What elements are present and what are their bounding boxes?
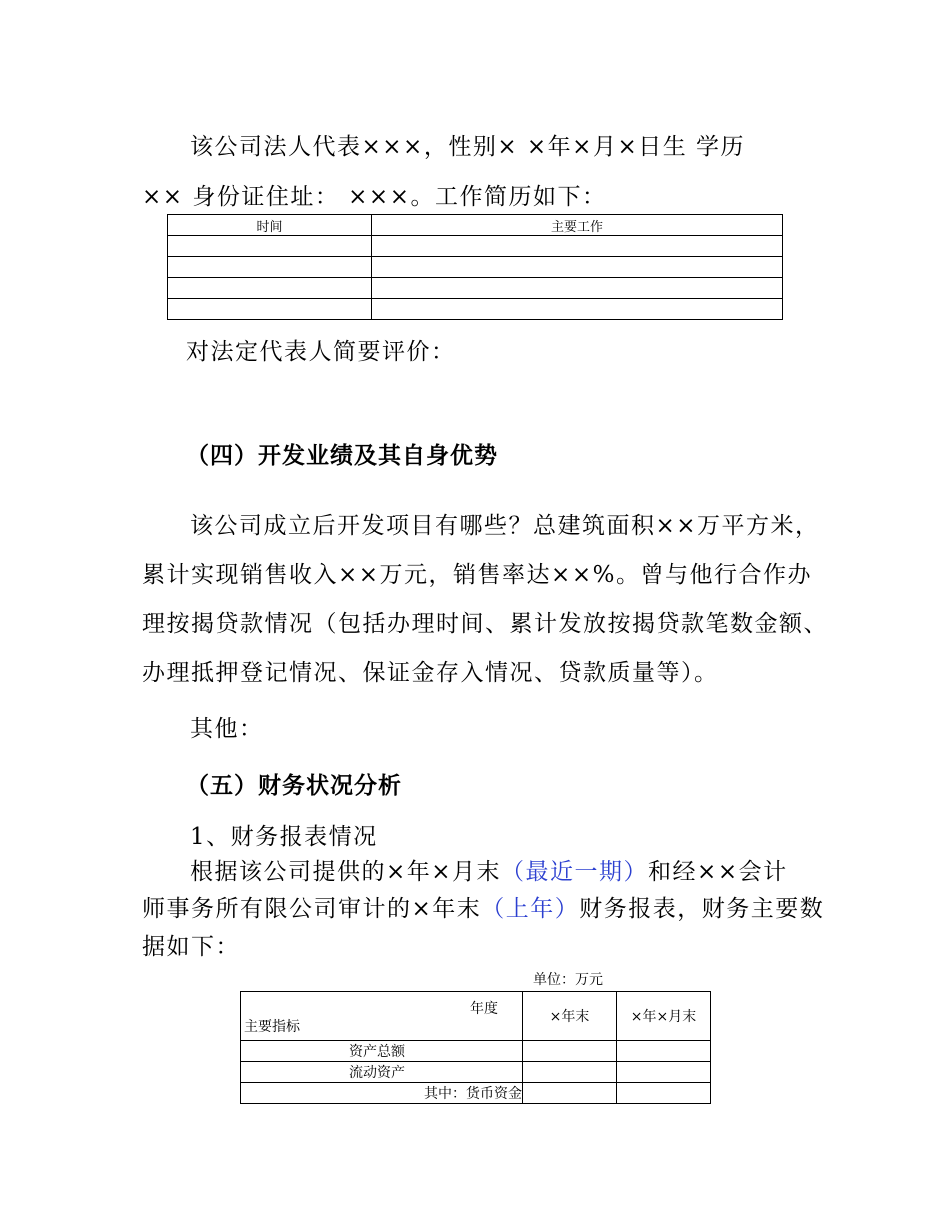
table-row <box>168 215 783 236</box>
other-label: 其他： <box>190 716 264 742</box>
financial-table <box>240 991 711 1104</box>
header-diagonal-cell <box>241 992 523 1041</box>
table-row <box>241 1041 711 1062</box>
section-4-heading: （四）开发业绩及其自身优势 <box>186 443 498 469</box>
table-row <box>241 1083 711 1104</box>
row-label: 资产总额 <box>241 1041 523 1062</box>
unit-label: 单位：万元 <box>533 972 603 988</box>
header-col-month-end: ×年×月末 <box>617 992 711 1041</box>
table-row <box>241 1062 711 1083</box>
header-main-work: 主要工作 <box>372 215 783 236</box>
subsection-title: 1、财务报表情况 <box>190 824 378 850</box>
header-col-year-end: ×年末 <box>523 992 617 1041</box>
text: 根据该公司提供的×年×月末 <box>190 859 502 885</box>
header-year: 年度 <box>470 1001 498 1017</box>
table-row <box>241 992 711 1041</box>
recent-period-note: （最近一期） <box>501 859 649 885</box>
header-time: 时间 <box>168 215 372 236</box>
paragraph-line-2 <box>142 890 824 923</box>
table-row <box>168 257 783 278</box>
table-row <box>168 278 783 299</box>
paragraph-line: 累计实现销售收入××万元，销售率达××%。曾与他行合作办 <box>142 562 812 588</box>
section-5-heading: （五）财务状况分析 <box>186 773 402 799</box>
row-label: 流动资产 <box>241 1062 523 1083</box>
paragraph-line: 该公司成立后开发项目有哪些？总建筑面积××万平方米， <box>190 513 820 539</box>
paragraph-line: 理按揭贷款情况（包括办理时间、累计发放按揭贷款笔数金额、 <box>142 611 828 637</box>
row-label: 其中：货币资金 <box>241 1083 523 1104</box>
table-row <box>168 299 783 320</box>
paragraph-line-3: 据如下： <box>142 934 240 960</box>
paragraph-line: 办理抵押登记情况、保证金存入情况、贷款质量等）。 <box>142 660 719 686</box>
resume-table <box>167 214 783 320</box>
last-year-note: （上年） <box>481 896 580 922</box>
table-row <box>168 236 783 257</box>
text: 和经××会计 <box>648 859 788 885</box>
rep-line-2: ×× 身份证住址： ×××。工作简历如下： <box>142 184 607 210</box>
header-indicator: 主要指标 <box>244 1019 300 1035</box>
text: 财务报表，财务主要数 <box>579 896 825 922</box>
text: 师事务所有限公司审计的×年末 <box>142 896 482 922</box>
paragraph-line-1 <box>190 853 788 886</box>
rep-line-1: 该公司法人代表×××，性别× ×年×月×日生 学历 <box>190 134 746 160</box>
evaluation-label: 对法定代表人简要评价： <box>186 339 456 365</box>
